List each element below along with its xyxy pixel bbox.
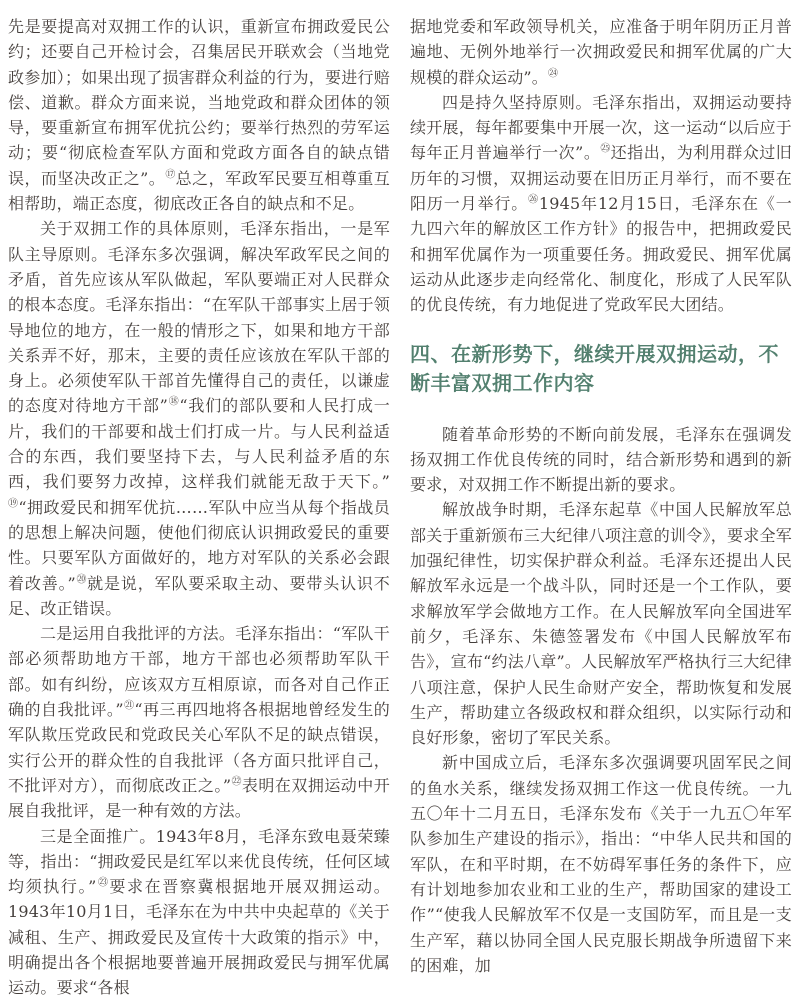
text-run: 表明在双拥运动中开展自我批评，是一种有效的方法。 bbox=[8, 775, 390, 821]
text-run: 还指出，为利用群众过旧历年的习惯，双拥运动要在旧历正月举行，而不要在阳历一月举行。 bbox=[410, 143, 793, 214]
text-run: 据地党委和军政领导机关，应准备于明年阴历正月普遍地、无例外地举行一次拥政爱民和拥军优属的广大规模的群众运动”。 bbox=[410, 17, 792, 87]
body-paragraph bbox=[8, 216, 390, 621]
text-run: 三是全面推广。1943年8月，毛泽东致电聂荣臻等，指出：“拥政爱民是红军以来优良传统，任何区域均须执行。” bbox=[8, 826, 390, 897]
text-run: 1945年12月15日，毛泽东在《一九四六年的解放区工作方针》的报告中，把拥政爱民和拥军优属作为一项重要任务。拥政爱民、拥军优属运动从此逐步走向经常化、制度化，形成了人民军队的优良传统，有力地促进了党政军民大团结。 bbox=[410, 194, 793, 315]
footnote-marker: ㉔ bbox=[547, 68, 558, 80]
text-run: “我们的部队要和人民打成一片，我们的干部要和战士们打成一片。与人民利益适合的东西，我们要坚持下去，与人民利益矛盾的东西，我们要努力改掉，这样我们就能无敌于天下。” bbox=[8, 396, 390, 492]
footnote-marker: ㉖ bbox=[528, 194, 539, 206]
text-run: 关于双拥工作的具体原则，毛泽东指出，一是军队主导原则。毛泽东多次强调，解决军政军民之间的矛盾，首先应该从军队做起，军队要端正对人民群众的根本态度。毛泽东指出：“在军队干部事实上居于领导地位的地方，在一般的情形之下，如果和地方干部关系弄不好，那末，主要的责任应该放在军队干部的身上。必须使军队干部首先懂得自己的责任，以谦虚的态度对待地方干部” bbox=[8, 219, 390, 416]
footnote-marker: ⑰ bbox=[165, 169, 176, 181]
text-run: 要求在晋察冀根据地开展双拥运动。1943年10月1日，毛泽东在为中共中央起草的《关于减租、生产、拥政爱民及宣传十大政策的指示》中，明确提出各个根据地要普遍开展拥政爱民与拥军优属运动。要求“各根 bbox=[8, 877, 391, 998]
body-paragraph bbox=[410, 422, 792, 498]
left-column bbox=[8, 14, 390, 1001]
footnote-marker: ⑱ bbox=[168, 397, 180, 409]
body-paragraph bbox=[8, 14, 390, 216]
text-run: 就是说，军队要采取主动、要带头认识不足、改正错误。 bbox=[8, 573, 390, 618]
text-run: 先是要提高对双拥工作的认识，重新宣布拥政爱民公约；还要自己开检讨会，召集居民开联欢会（当地党政参加）；如果出现了损害群众利益的行为，要进行赔偿、道歉。群众方面来说，当地党政和群众团体的领导，要重新宣布拥军优抗公约；要举行热烈的劳军运动；要“彻底检查军队方面和党政方面各自的缺点错误，而坚决改正之”。 bbox=[8, 17, 390, 188]
text-run: “拥政爱民和拥军优抗……军队中应当从每个指战员的思想上解决问题，使他们彻底认识拥政爱民的重要性。只要军队方面做好的，地方对军队的关系必会跟着改善。” bbox=[8, 497, 390, 593]
footnote-marker: ㉕ bbox=[600, 144, 611, 156]
text-run: 随着革命形势的不断向前发展，毛泽东在强调发扬双拥工作优良传统的同时，结合新形势和遇到的新要求，对双拥工作不断提出新的要求。 bbox=[410, 424, 792, 495]
text-run: 四是持久坚持原则。毛泽东指出，双拥运动要持续开展，每年都要集中开展一次，这一运动“以后应于每年正月普遍举行一次”。 bbox=[410, 92, 792, 163]
text-run: “再三再四地将各根据地曾经发生的军队欺压党政民和党政民关心军队不足的缺点错误，实行公开的群众性的自我批评（各方面只批评自己，不批评对方），而彻底改正之。” bbox=[8, 700, 391, 795]
body-paragraph bbox=[8, 824, 390, 1001]
footnote-marker: ㉓ bbox=[96, 877, 110, 889]
section-heading: 四、在新形势下，继续开展双拥运动，不断丰富双拥工作内容 bbox=[410, 341, 779, 395]
right-column bbox=[410, 14, 792, 1001]
body-paragraph bbox=[8, 621, 390, 823]
body-paragraph bbox=[410, 750, 792, 978]
footnote-marker: ⑲ bbox=[8, 498, 19, 510]
text-run: 总之，军政军民要互相尊重互相帮助，端正态度，彻底改正各自的缺点和不足。 bbox=[8, 168, 390, 214]
footnote-marker: ㉒ bbox=[231, 776, 242, 788]
footnote-marker: ㉑ bbox=[123, 700, 135, 712]
text-run: 新中国成立后，毛泽东多次强调要巩固军民之间的鱼水关系，继续发扬双拥工作这一优良传统。一九五〇年十二月五日，毛泽东发布《关于一九五〇年军队参加生产建设的指示》，指出：“中华人民共和国的军队，在和平时期，在不妨碍军事任务的条件下，应有计划地参加农业和工业的生产，帮助国家的建设工作”“使我人民解放军不仅是一支国防军，而且是一支生产军，藉以协同全国人民克服长期战争所遗留下来的困难，加 bbox=[410, 753, 792, 975]
body-paragraph bbox=[410, 497, 792, 750]
body-paragraph bbox=[410, 90, 792, 318]
text-run: 二是运用自我批评的方法。毛泽东指出：“军队干部必须帮助地方干部，地方干部也必须帮助军队干部。如有纠纷，应该双方互相原谅，而各对自己作正确的自我批评。” bbox=[8, 624, 390, 720]
footnote-marker: ⑳ bbox=[75, 574, 88, 586]
body-paragraph bbox=[410, 14, 792, 90]
text-run: 解放战争时期，毛泽东起草《中国人民解放军总部关于重新颁布三大纪律八项注意的训令》，要求全军加强纪律性，切实保护群众利益。毛泽东还提出人民解放军永远是一个战斗队，同时还是一个工作队，要求解放军学会做地方工作。在人民解放军向全国进军前夕，毛泽东、朱德签署发布《中国人民解放军布告》，宣布“约法八章”。人民解放军严格执行三大纪律八项注意，保护人民生命财产安全，帮助恢复和发展生产，帮助建立各级政权和群众组织，以实际行动和良好形象，密切了军民关系。 bbox=[410, 500, 792, 748]
